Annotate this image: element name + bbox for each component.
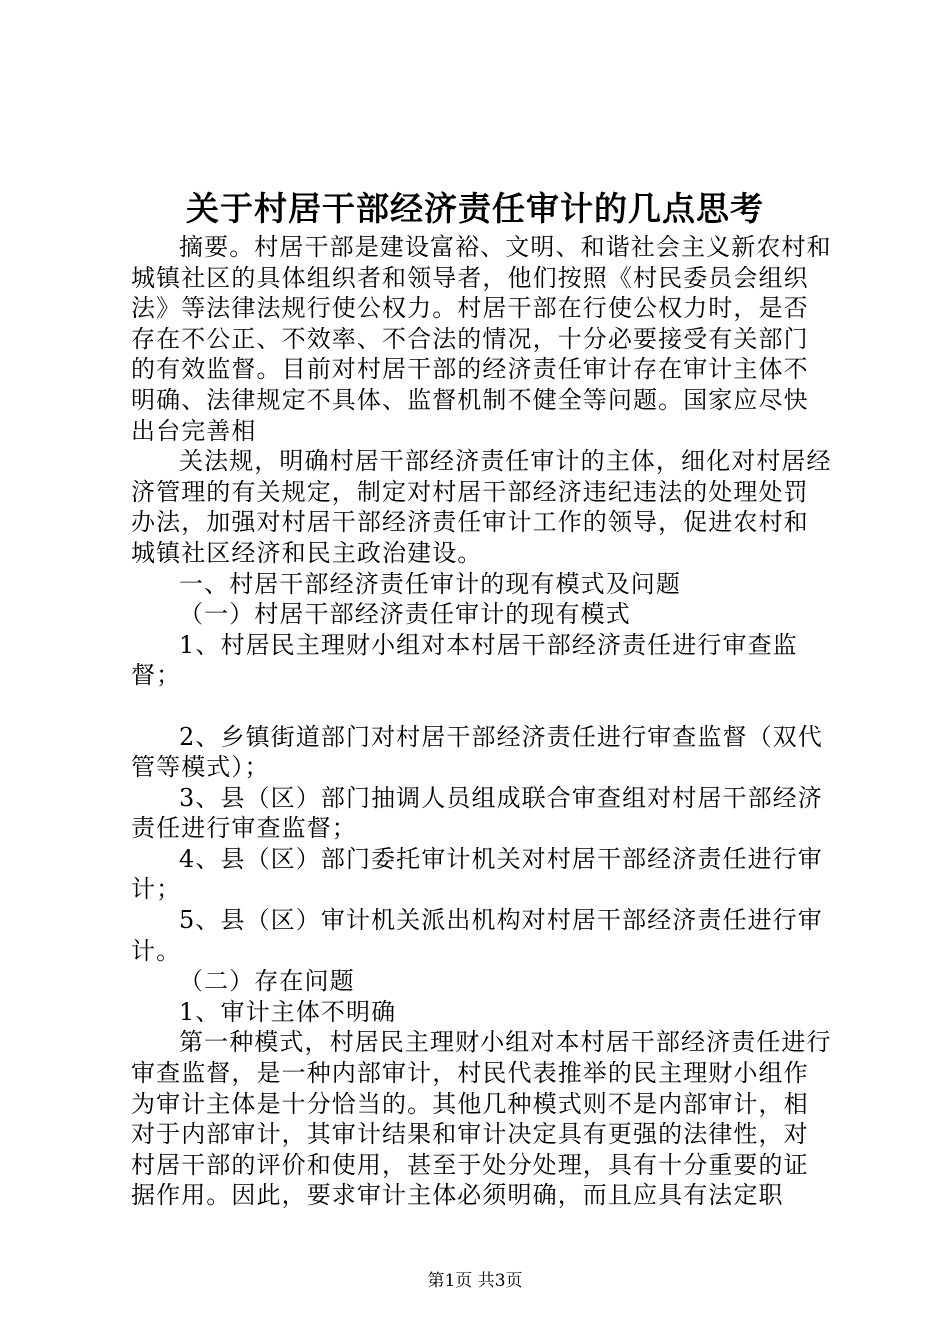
subsection-heading-1: （一）村居干部经济责任审计的现有模式 xyxy=(179,600,631,629)
document-title: 关于村居干部经济责任审计的几点思考 xyxy=(186,189,764,228)
list-item-2: 2、乡镇街道部门对村居干部经济责任进行审查监督（双代管等模式）； xyxy=(131,722,823,782)
document-body xyxy=(131,232,833,1211)
paragraph-abstract-continued: 关法规，明确村居干部经济责任审计的主体，细化对村居经济管理的有关规定，制定对村居干部经济违纪违法的处理处罚办法，加强对村居干部经济责任审计工作的领导，促进农村和城镇社区经济和民主政治建设。 xyxy=(131,447,832,567)
paragraph-first-mode: 第一种模式，村居民主理财小组对本村居干部经济责任进行审查监督，是一种内部审计，村民代表推举的民主理财小组作为审计主体是十分恰当的。其他几种模式则不是内部审计，相对于内部审计，其审计结果和审计决定具有更强的法律性，对村居干部的评价和使用，甚至于处分处理，具有十分重要的证据作用。因此，要求审计主体必须明确，而且应具有法定职 xyxy=(131,1028,832,1210)
list-item-1: 1、村居民主理财小组对本村居干部经济责任进行审查监督； xyxy=(131,630,798,690)
problem-heading-1: 1、审计主体不明确 xyxy=(179,997,397,1026)
page-footer: 第1页 共3页 xyxy=(427,1271,523,1291)
list-item-4: 4、县（区）部门委托审计机关对村居干部经济责任进行审计； xyxy=(131,844,823,904)
section-heading-1: 一、村居干部经济责任审计的现有模式及问题 xyxy=(179,569,681,598)
list-item-5: 5、县（区）审计机关派出机构对村居干部经济责任进行审计。 xyxy=(131,906,823,965)
subsection-heading-2: （二）存在问题 xyxy=(179,967,355,996)
paragraph-abstract: 摘要。村居干部是建设富裕、文明、和谐社会主义新农村和城镇社区的具体组织者和领导者，他们按照《村民委员会组织法》等法律法规行使公权力。村居干部在行使公权力时，是否存在不公正、不效率、不合法的情况，十分必要接受有关部门的有效监督。目前对村居干部的经济责任审计存在审计主体不明确、法律规定不具体、监督机制不健全等问题。国家应尽快出台完善相 xyxy=(131,233,832,445)
list-item-3: 3、县（区）部门抽调人员组成联合审查组对村居干部经济责任进行审查监督； xyxy=(131,783,823,843)
blank-line xyxy=(131,691,833,722)
